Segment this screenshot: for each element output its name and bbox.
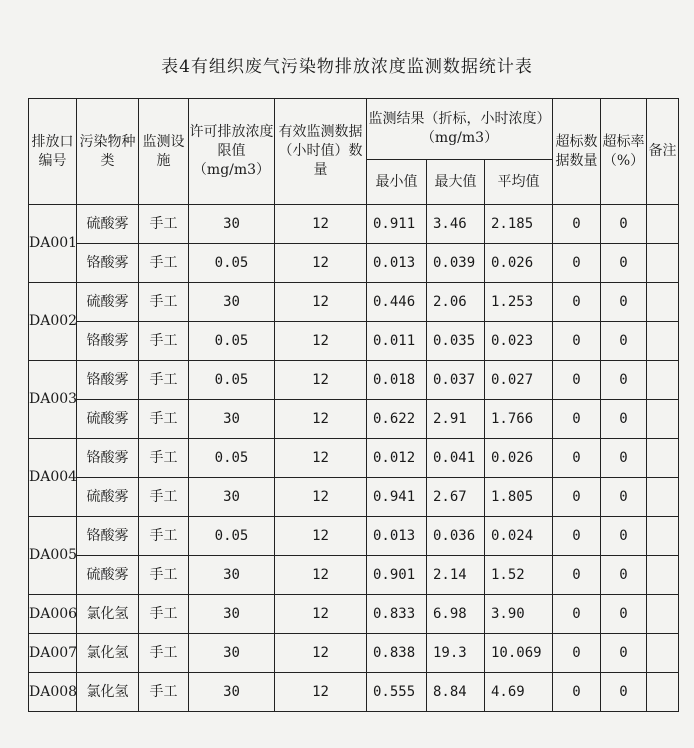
facility-cell: 手工 <box>139 478 189 517</box>
exceed-count-cell: 0 <box>553 634 601 673</box>
min-cell: 0.018 <box>367 361 427 400</box>
table-row <box>29 556 679 595</box>
exceed-rate-cell: 0 <box>601 322 647 361</box>
exceed-rate-cell: 0 <box>601 634 647 673</box>
avg-cell: 2.185 <box>485 205 553 244</box>
exceed-rate-cell: 0 <box>601 400 647 439</box>
limit-cell: 30 <box>189 556 275 595</box>
pollutant-cell: 硫酸雾 <box>77 556 139 595</box>
facility-cell: 手工 <box>139 283 189 322</box>
table-row <box>29 595 679 634</box>
facility-cell: 手工 <box>139 517 189 556</box>
pollutant-cell: 铬酸雾 <box>77 244 139 283</box>
header-outlet: 排放口编号 <box>29 99 77 205</box>
table-body <box>29 205 679 712</box>
remark-cell <box>647 556 679 595</box>
exceed-rate-cell: 0 <box>601 673 647 712</box>
remark-cell <box>647 361 679 400</box>
avg-cell: 0.027 <box>485 361 553 400</box>
header-limit: 许可排放浓度限值（mg/m3） <box>189 99 275 205</box>
remark-cell <box>647 322 679 361</box>
exceed-rate-cell: 0 <box>601 205 647 244</box>
table-row <box>29 400 679 439</box>
count-cell: 12 <box>275 439 367 478</box>
pollutant-cell: 硫酸雾 <box>77 205 139 244</box>
exceed-count-cell: 0 <box>553 673 601 712</box>
count-cell: 12 <box>275 673 367 712</box>
avg-cell: 0.026 <box>485 244 553 283</box>
limit-cell: 0.05 <box>189 361 275 400</box>
exceed-count-cell: 0 <box>553 322 601 361</box>
remark-cell <box>647 634 679 673</box>
facility-cell: 手工 <box>139 439 189 478</box>
max-cell: 2.06 <box>427 283 485 322</box>
exceed-rate-cell: 0 <box>601 244 647 283</box>
remark-cell <box>647 205 679 244</box>
min-cell: 0.622 <box>367 400 427 439</box>
exceed-rate-cell: 0 <box>601 478 647 517</box>
exceed-count-cell: 0 <box>553 439 601 478</box>
header-pollutant: 污染物种类 <box>77 99 139 205</box>
exceed-count-cell: 0 <box>553 283 601 322</box>
exceed-count-cell: 0 <box>553 244 601 283</box>
avg-cell: 4.69 <box>485 673 553 712</box>
header-count: 有效监测数据（小时值）数量 <box>275 99 367 205</box>
avg-cell: 1.805 <box>485 478 553 517</box>
facility-cell: 手工 <box>139 673 189 712</box>
table-row <box>29 673 679 712</box>
exceed-count-cell: 0 <box>553 205 601 244</box>
outlet-cell: DA008 <box>29 673 77 712</box>
exceed-rate-cell: 0 <box>601 556 647 595</box>
facility-cell: 手工 <box>139 361 189 400</box>
header-facility: 监测设施 <box>139 99 189 205</box>
table-row <box>29 322 679 361</box>
limit-cell: 30 <box>189 400 275 439</box>
facility-cell: 手工 <box>139 244 189 283</box>
exceed-count-cell: 0 <box>553 361 601 400</box>
outlet-cell: DA005 <box>29 517 77 595</box>
max-cell: 2.67 <box>427 478 485 517</box>
count-cell: 12 <box>275 478 367 517</box>
header-remark: 备注 <box>647 99 679 205</box>
table-row <box>29 205 679 244</box>
exceed-count-cell: 0 <box>553 478 601 517</box>
count-cell: 12 <box>275 283 367 322</box>
limit-cell: 30 <box>189 595 275 634</box>
table-row <box>29 283 679 322</box>
facility-cell: 手工 <box>139 322 189 361</box>
pollutant-cell: 硫酸雾 <box>77 478 139 517</box>
table-row <box>29 634 679 673</box>
min-cell: 0.446 <box>367 283 427 322</box>
table-row <box>29 244 679 283</box>
exceed-count-cell: 0 <box>553 517 601 556</box>
avg-cell: 1.766 <box>485 400 553 439</box>
max-cell: 0.035 <box>427 322 485 361</box>
avg-cell: 0.023 <box>485 322 553 361</box>
outlet-cell: DA002 <box>29 283 77 361</box>
min-cell: 0.901 <box>367 556 427 595</box>
min-cell: 0.012 <box>367 439 427 478</box>
exceed-rate-cell: 0 <box>601 595 647 634</box>
outlet-cell: DA003 <box>29 361 77 439</box>
limit-cell: 30 <box>189 283 275 322</box>
limit-cell: 0.05 <box>189 322 275 361</box>
table-title: 表4有组织废气污染物排放浓度监测数据统计表 <box>161 57 533 77</box>
exceed-count-cell: 0 <box>553 400 601 439</box>
pollutant-cell: 硫酸雾 <box>77 283 139 322</box>
min-cell: 0.911 <box>367 205 427 244</box>
limit-cell: 0.05 <box>189 439 275 478</box>
max-cell: 0.041 <box>427 439 485 478</box>
avg-cell: 0.026 <box>485 439 553 478</box>
exceed-rate-cell: 0 <box>601 283 647 322</box>
table-row <box>29 439 679 478</box>
min-cell: 0.838 <box>367 634 427 673</box>
header-exceed-rate: 超标率（%） <box>601 99 647 205</box>
outlet-cell: DA004 <box>29 439 77 517</box>
min-cell: 0.555 <box>367 673 427 712</box>
count-cell: 12 <box>275 322 367 361</box>
pollutant-cell: 铬酸雾 <box>77 517 139 556</box>
remark-cell <box>647 439 679 478</box>
facility-cell: 手工 <box>139 556 189 595</box>
header-result: 监测结果（折标，小时浓度）（mg/m3） <box>367 99 553 160</box>
outlet-cell: DA006 <box>29 595 77 634</box>
max-cell: 2.91 <box>427 400 485 439</box>
remark-cell <box>647 517 679 556</box>
limit-cell: 30 <box>189 205 275 244</box>
header-min: 最小值 <box>367 160 427 205</box>
facility-cell: 手工 <box>139 205 189 244</box>
table-row <box>29 361 679 400</box>
min-cell: 0.013 <box>367 244 427 283</box>
max-cell: 3.46 <box>427 205 485 244</box>
limit-cell: 30 <box>189 478 275 517</box>
max-cell: 6.98 <box>427 595 485 634</box>
pollutant-cell: 氯化氢 <box>77 634 139 673</box>
outlet-cell: DA001 <box>29 205 77 283</box>
exceed-rate-cell: 0 <box>601 361 647 400</box>
pollutant-cell: 硫酸雾 <box>77 400 139 439</box>
avg-cell: 10.069 <box>485 634 553 673</box>
min-cell: 0.011 <box>367 322 427 361</box>
max-cell: 0.039 <box>427 244 485 283</box>
avg-cell: 3.90 <box>485 595 553 634</box>
emission-data-table <box>28 98 679 712</box>
pollutant-cell: 铬酸雾 <box>77 361 139 400</box>
max-cell: 2.14 <box>427 556 485 595</box>
count-cell: 12 <box>275 595 367 634</box>
count-cell: 12 <box>275 244 367 283</box>
pollutant-cell: 铬酸雾 <box>77 322 139 361</box>
min-cell: 0.833 <box>367 595 427 634</box>
count-cell: 12 <box>275 517 367 556</box>
min-cell: 0.941 <box>367 478 427 517</box>
table-row <box>29 517 679 556</box>
exceed-rate-cell: 0 <box>601 439 647 478</box>
count-cell: 12 <box>275 361 367 400</box>
header-exceed-count: 超标数据数量 <box>553 99 601 205</box>
remark-cell <box>647 673 679 712</box>
exceed-count-cell: 0 <box>553 595 601 634</box>
limit-cell: 0.05 <box>189 517 275 556</box>
exceed-rate-cell: 0 <box>601 517 647 556</box>
min-cell: 0.013 <box>367 517 427 556</box>
count-cell: 12 <box>275 205 367 244</box>
limit-cell: 30 <box>189 673 275 712</box>
max-cell: 0.036 <box>427 517 485 556</box>
max-cell: 19.3 <box>427 634 485 673</box>
pollutant-cell: 氯化氢 <box>77 673 139 712</box>
remark-cell <box>647 400 679 439</box>
facility-cell: 手工 <box>139 634 189 673</box>
count-cell: 12 <box>275 556 367 595</box>
header-avg: 平均值 <box>485 160 553 205</box>
pollutant-cell: 铬酸雾 <box>77 439 139 478</box>
avg-cell: 0.024 <box>485 517 553 556</box>
limit-cell: 30 <box>189 634 275 673</box>
remark-cell <box>647 595 679 634</box>
avg-cell: 1.52 <box>485 556 553 595</box>
count-cell: 12 <box>275 634 367 673</box>
max-cell: 8.84 <box>427 673 485 712</box>
count-cell: 12 <box>275 400 367 439</box>
facility-cell: 手工 <box>139 595 189 634</box>
remark-cell <box>647 478 679 517</box>
avg-cell: 1.253 <box>485 283 553 322</box>
exceed-count-cell: 0 <box>553 556 601 595</box>
max-cell: 0.037 <box>427 361 485 400</box>
header-max: 最大值 <box>427 160 485 205</box>
remark-cell <box>647 244 679 283</box>
pollutant-cell: 氯化氢 <box>77 595 139 634</box>
remark-cell <box>647 283 679 322</box>
facility-cell: 手工 <box>139 400 189 439</box>
table-row <box>29 478 679 517</box>
outlet-cell: DA007 <box>29 634 77 673</box>
limit-cell: 0.05 <box>189 244 275 283</box>
